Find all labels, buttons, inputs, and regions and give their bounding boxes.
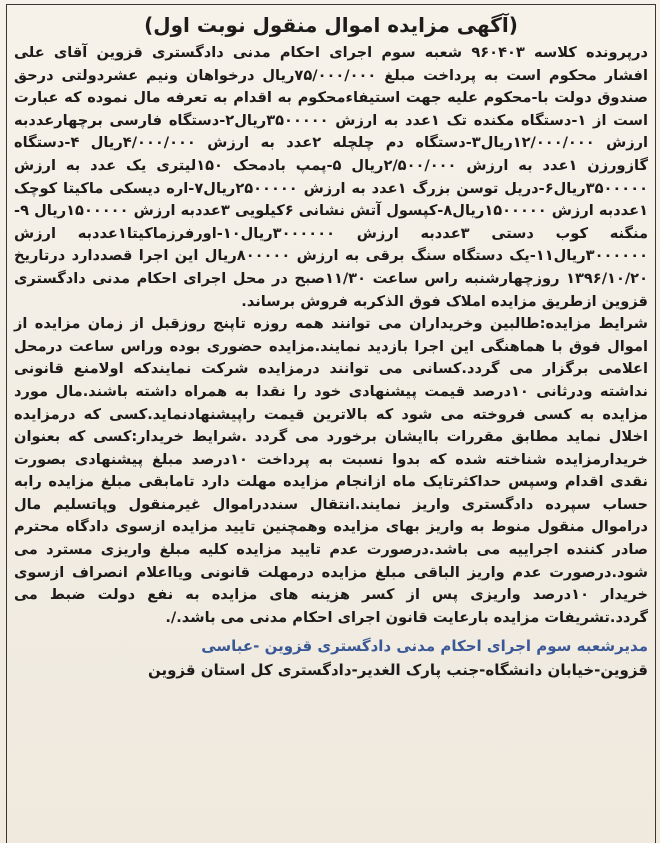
notice-body [14, 42, 648, 629]
signature-line: مدیرشعبه سوم اجرای احکام مدنی دادگستری قزوین -عباسی [201, 637, 648, 656]
notice-title: (آگهی مزایده اموال منقول نوبت اول) [144, 13, 518, 37]
address-line: قزوین-خیابان دانشگاه-جنب پارک الغدیر-دادگستری کل استان قزوین [147, 661, 648, 680]
case-details-paragraph: درپرونده کلاسه ۹۶۰۴۰۳ شعبه سوم اجرای احکام مدنی دادگستری قزوین آقای علی افشار محکوم است به پرداخت مبلغ ۷۵/۰۰۰/۰۰۰ریال درخواهان ونیم عشردولتی درحق صندوق دولت با-محکوم علیه جهت استیفاءمحکوم به اقدام به تعرفه مال نموده که عبارت است از ۱-دستگاه مکنده تک ۱عدد به ارزش ۳۵۰۰۰۰۰ریال۲-دستگاه فارسی برچهارعددبه ارزش ۱۲/۰۰۰/۰۰۰ریال۳-دستگاه دم چلچله ۲عدد به ارزش ۴/۰۰۰/۰۰۰ریال ۴-دستگاه گازورزن ۱عدد به ارزش ۲/۵۰۰/۰۰۰ریال ۵-پمپ بادمحک ۱۵۰لیتری یک عدد به ارزش ۳۵۰۰۰۰۰ریال۶-دریل توسن بزرگ ۱عدد به ارزش ۲۵۰۰۰۰۰ریال۷-اره دیسکی ماکیتا کوچک ۱عددبه ارزش ۱۵۰۰۰۰۰ریال۸-کپسول آتش نشانی ۶کیلویی ۳عددبه ارزش ۱۵۰۰۰۰۰ریال ۹-منگنه کوب دستی ۳عددبه ارزش ۳۰۰۰۰۰۰ریال۱۰-اورفرزماکیتا۱عددبه ارزش ۳۰۰۰۰۰۰ریال۱۱-یک دستگاه سنگ برقی به ارزش ۸۰۰۰۰۰ریال این اجرا قصددارد درتاریخ ۱۳۹۶/۱۰/۲۰ روزچهارشنبه راس ساعت ۱۱/۳۰صبح در محل اجرای احکام مدنی دادگستری قزوین ازطریق مزایده املاک فوق الذکربه فروش برساند. [14, 44, 649, 310]
auction-conditions-paragraph: شرایط مزایده:طالبین وخریداران می توانند همه روزه تاپنج روزقبل از زمان مزایده از اموال فوق با هماهنگی این اجرا بازدید نمایند.مزایده حضوری بوده وراس ساعت درمحل اعلامی برگزار می گردد.کسانی می توانند درمزایده شرکت نمایندکه اولامنع قانونی نداشته ودرثانی ۱۰درصد قیمت پیشنهادی خود را نقدا به همراه داشته باشند.مال مورد مزایده به کسی فروخته می شود که بالاترین قیمت راپیشنهادنماید.کسی که درمزایده اخلال نماید مطابق مقررات باایشان برخورد می گردد .شرایط خریدار:کسی که بعنوان خریدارمزایده شناخته شده که بدوا نسبت به پرداخت ۱۰درصد مبلغ پیشنهادی بصورت نقدی اقدام وسپس حداکثرتایک ماه ازانجام مزایده مهلت دارد تامابقی مبلغ مزایده رابه حساب سپرده دادگستری واریز نمایند.انتقال سنددراموال غیرمنقول وپاتسلیم مال دراموال منقول منوط به واریز بهای مزایده وهمچنین تایید مزایده ازسوی دادگاه محترم صادر کننده اجراییه می باشد.درصورت عدم تایید مزایده کلیه مبلغ واریزی مسترد می شود.درصورت عدم واریز الباقی مبلغ مزایده درمهلت قانونی ویااعلام انصراف ازسوی خریدار ۱۰درصد واریزی پس از کسر هزینه های مزایده به نفع دولت ضبط می گردد.تشریفات مزایده بارعایت قانون اجرای احکام مدنی می باشد./. [14, 315, 648, 626]
